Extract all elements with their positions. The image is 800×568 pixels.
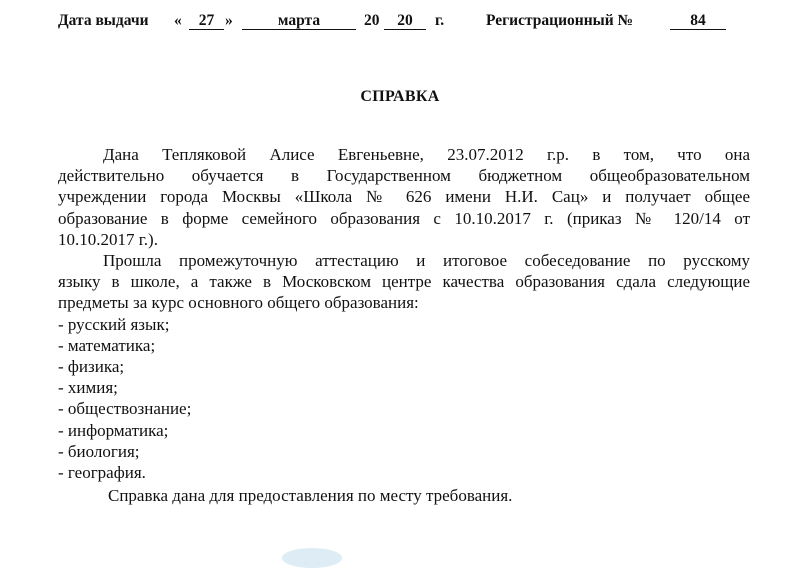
document-title: СПРАВКА — [360, 88, 440, 105]
paragraph-enrollment — [58, 144, 750, 250]
list-item: - русский язык; — [58, 314, 170, 334]
issue-month-value: марта — [242, 12, 356, 30]
paragraph-attestation — [58, 250, 750, 314]
issue-day-value: 27 — [189, 12, 224, 30]
paragraph-line: учреждении города Москвы «Школа № 626 имени Н.И. Сац» и получает общее — [58, 187, 750, 207]
paragraph-line: образование в форме семейного образования с 10.10.2017 г. (приказ № 120/14 от — [58, 208, 750, 228]
quote-open: « — [174, 12, 182, 29]
issue-year-prefix: 20 — [364, 12, 380, 29]
paragraph-line: предметы за курс основного общего образования: — [58, 293, 419, 313]
list-item: - химия; — [58, 378, 118, 398]
paragraph-line: Дана Тепляковой Алисе Евгеньевне, 23.07.2012 г.р. в том, что она — [103, 145, 750, 164]
subjects-list — [58, 314, 750, 484]
year-abbrev: г. — [435, 12, 445, 29]
paragraph-line: Прошла промежуточную аттестацию и итоговое собеседование по русскому — [103, 251, 750, 271]
list-item: - биология; — [58, 441, 140, 461]
stamp-fragment — [282, 548, 342, 568]
list-item: - обществознание; — [58, 399, 192, 419]
paragraph-line: языку в школе, а также в Московском центре качества образования сдала следующие — [58, 272, 750, 292]
quote-close: » — [225, 12, 233, 29]
list-item: - физика; — [58, 357, 125, 377]
paragraph-line: действительно обучается в Государственном бюджетном общеобразовательном — [58, 166, 750, 186]
list-item: - математика; — [58, 335, 156, 355]
closing-statement: Справка дана для предоставления по месту требования. — [108, 486, 513, 506]
issue-year-value: 20 — [384, 12, 426, 30]
issue-header — [58, 12, 758, 34]
registration-label: Регистрационный № — [486, 12, 634, 29]
issue-date-label: Дата выдачи — [58, 12, 149, 29]
list-item: - география. — [58, 463, 146, 483]
list-item: - информатика; — [58, 420, 169, 440]
registration-number-value: 84 — [670, 12, 726, 30]
document-body — [58, 144, 750, 506]
paragraph-line: 10.10.2017 г.). — [58, 229, 158, 249]
